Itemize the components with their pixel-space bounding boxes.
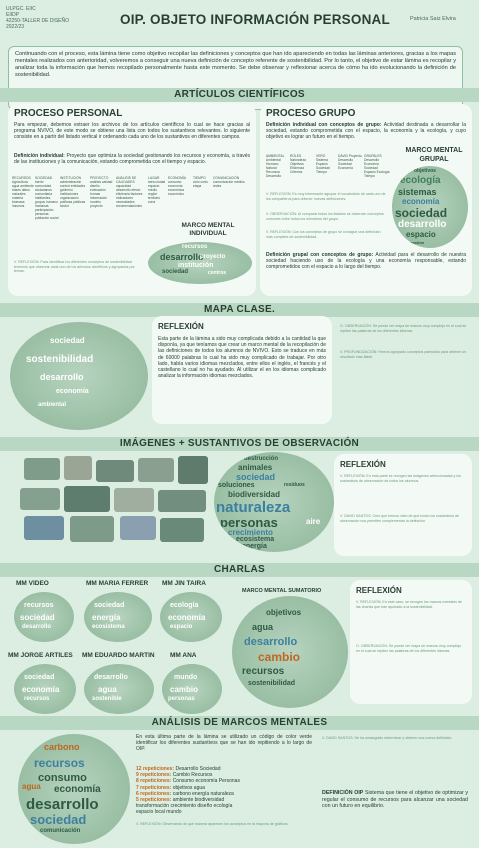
photo-thumbnail (178, 456, 208, 484)
cloud-word: animales (238, 463, 273, 472)
marco-mental-grupal-title: MARCO MENTAL GRUPAL (405, 147, 463, 163)
photo-thumbnail (64, 456, 92, 480)
column-grupales: GRUPALES Desarrollo Economía Sociedad Espacio Ecología Tiempo (364, 154, 390, 178)
panel-mapa-reflexion (152, 316, 332, 424)
cloud-word: soluciones (218, 482, 255, 489)
cloud-word: desarrollo (160, 252, 204, 262)
rep-item: 12 repeticiones: Desarrollo Sociedad (136, 766, 221, 772)
cloud-word: aire (306, 517, 321, 526)
cloud-word: sociedad (24, 674, 55, 681)
photo-thumbnail (120, 516, 156, 540)
panel-proceso-personal (8, 104, 256, 296)
wordcloud-jorge (14, 664, 76, 714)
cloud-word: desarrollo (398, 219, 447, 230)
note-mapa-2: V. PROFUNDIZACIÓN: Hemos agrupado conceptos parecidos para obtener un resultado más fiable. (340, 350, 467, 359)
label-mm-maria: MM MARIA FERRER (86, 580, 149, 587)
cloud-word: ecología (170, 602, 199, 609)
section-articulos-title: ARTÍCULOS CIENTÍFICOS (0, 88, 479, 102)
page-title: OIP. OBJETO INFORMACIÓN PERSONAL (120, 12, 390, 27)
rep-item: 8 repeticiones: Consumo economía Personas (136, 778, 240, 785)
rep-item: 9 repeticiones: Cambio Recursos (136, 772, 213, 779)
note-charlas-1: V. REFLEXIÓN: En este caso, se recogen los marcos mentales de las charlas que han aportado a la sostenibilidad. (356, 600, 462, 609)
cloud-word: gestión (410, 240, 425, 245)
section-mapa-title: MAPA CLASE. (0, 303, 479, 317)
cloud-word: ecología (400, 175, 441, 186)
cloud-word: agua (98, 685, 117, 694)
cloud-word: objetivos (414, 168, 436, 174)
photo-thumbnail (138, 458, 174, 482)
column-sociedad: SOCIEDAD barrio comunidad ciudadanos comunitaria habitantes grupos humano humanas participación personas población social (35, 176, 59, 220)
label-mm-ana: MM ANA (170, 652, 197, 659)
note-imagenes-2: V. DAVID SANTOS: Creo que hemos visto de qué modo los sustantivos de observación nos permiten complementar la definición. (340, 514, 459, 523)
cloud-word: personas (168, 696, 195, 702)
panel-imagenes-reflexion (334, 454, 472, 556)
cloud-word: espacio (406, 230, 436, 239)
note-analisis-2: V. DAVID SANTOS: Se ha conseguido determinar y obtener una nueva definición. (322, 736, 453, 740)
cloud-word: ambiental (38, 402, 67, 408)
wordcloud-mapa-clase (10, 322, 148, 430)
wordcloud-video (14, 592, 74, 642)
cloud-word: sociedad (162, 269, 189, 275)
column-comunicacion: COMUNICACIÓN comunicación medios redes (213, 176, 245, 188)
cloud-word: desarrollo (40, 372, 84, 382)
cloud-word: objetivos (266, 608, 302, 617)
mapa-reflexion-title: REFLEXIÓN (158, 322, 204, 331)
cloud-word: desarrollo (26, 796, 99, 813)
cloud-word: sostenible (92, 696, 122, 702)
rep-item: 5 repeticiones: ambiente biodiversidad (136, 797, 225, 804)
column-institucion: INSTITUCIÓN administración control entidades gobierno instituciones organización políticas públicas sector (60, 176, 86, 208)
wordcloud-sumatorio (232, 596, 348, 708)
cloud-word: sociedad (20, 613, 55, 622)
cloud-word: naturaleza (216, 499, 291, 516)
wordcloud-analisis (18, 734, 130, 844)
cloud-word: economía (56, 388, 89, 395)
column-recursos: RECURSOS Agricultura agua ambiente bases datos naturales materia biomasa insumos (12, 176, 34, 208)
note-personal: V. REFLEXIÓN: Para identificar los diferentes conceptos de sostenibilidad tenemos que observar cada uno de los artículos científicos y agruparlos por temas. (14, 260, 135, 274)
definicion-oip: DEFINICIÓN OIP Sistema que tiene el objetivo de optimizar y regular el consumo de recursos para alcanzar una sociedad con un futuro en equilibrio. (322, 790, 468, 810)
repeticiones-list (136, 766, 320, 816)
note-charlas-2: O. OBSERVACIÓN: Se puede ver mapa de marcos muy complejo en el cual se repiten las palabras de los diferentes idiomas. (356, 644, 462, 653)
label-mm-jorge: MM JORGE ARTILES (8, 652, 73, 659)
column-proyecto: PROYECTO análisis calidad diseño evaluación formas información modelo proyecto (90, 176, 113, 208)
marco-mental-individual-title: MARCO MENTAL INDIVIDUAL (181, 222, 235, 237)
photo-thumbnail (24, 458, 60, 480)
cloud-word: recursos (24, 602, 54, 609)
cloud-word: sociedad (30, 812, 87, 827)
charlas-reflexion-title: REFLEXIÓN (356, 586, 402, 595)
cloud-word: recursos (242, 666, 285, 677)
note-mapa-1: O. OBSERVACIÓN: Se puede ver mapa de marcos muy complejo en el cual se repiten las palabras de los diferentes idiomas. (340, 324, 467, 333)
course-info: ULPGC. EIIC EIIDP 42250-TALLER DE DISEÑO 2022/23 (6, 6, 69, 30)
cloud-word: espacio (170, 624, 193, 630)
cloud-word: sociedad (50, 336, 85, 345)
cloud-word: ecosistema (236, 536, 275, 543)
cloud-word: ecosistema (92, 624, 125, 630)
column-vero: VERO Sistema Espacio Sociedad Tiempo (316, 154, 330, 174)
photo-thumbnail (20, 488, 60, 510)
cloud-word: recursos (34, 756, 85, 770)
column-ambiental: AMBIENTAL Ambiental Humano Natural Recursos Desarrollo (266, 154, 285, 178)
panel-proceso-grupo (260, 104, 472, 296)
marco-mental-sumatorio-title: MARCO MENTAL SUMATORIO (242, 588, 322, 594)
photo-thumbnail (70, 516, 114, 542)
photo-thumbnail (96, 460, 134, 482)
column-economia: ECONOMÍA consumo economía económica económico (168, 176, 186, 196)
cloud-word: institución (178, 262, 214, 269)
cloud-word: agua (22, 782, 41, 791)
cloud-word: cambio (170, 685, 199, 694)
cloud-word: desarrollo (22, 624, 52, 630)
section-charlas-title: CHARLAS (0, 563, 479, 577)
note-analisis: V. REFLEXIÓN: Observando de qué manera aparecen los conceptos en la mayoría de gráficos. (136, 822, 289, 826)
cloud-word: energía (92, 613, 121, 622)
cloud-word: sistemas (398, 187, 437, 197)
cloud-word: cambio (258, 650, 301, 664)
rep-item: 6 repeticiones: carbono energía naturaleza (136, 790, 234, 797)
cloud-word: personas (220, 515, 278, 530)
rep-item: 7 repeticiones: objetivos agua (136, 784, 205, 791)
cloud-word: energía (242, 543, 267, 550)
author-name: Patricia Saiz Elvira (410, 16, 456, 22)
cloud-word: recursos (182, 244, 208, 250)
column-tiempo: TIEMPO ciclo corto etapa (193, 176, 208, 188)
column-david: DAVID Proyecto Desarrollo Sociedad Economía (338, 154, 362, 170)
cloud-word: economía (22, 685, 60, 694)
wordcloud-grupal (392, 166, 468, 248)
mapa-reflexion-body: Esta parte de la lámina a sido muy complicada debido a la cantidad la que disponía, ya que teníamos que crear un marco mental de la recopilación de las definiciones de todos los alumnos de NVIVO. Esto se traduce en más de 60000 palabras lo cual ha sido muy complicado de trabajar. Por otro lado, había varios idiomas mezclados, entre ellos el inglés, el francés y el castellano lo cual no ha ayudado. Al utilizar el en los idiomas complicado analizar la información idiomas mezclados. (158, 336, 326, 380)
cloud-word: crecimiento (228, 528, 273, 537)
photo-thumbnail (160, 518, 204, 542)
cloud-word: desarrollo (244, 636, 298, 648)
proceso-grupo-title: PROCESO GRUPO (266, 108, 356, 119)
label-mm-video: MM VIDEO (16, 580, 49, 587)
cloud-word: mundo (174, 674, 198, 681)
label-mm-jin: MM JIN TAIRA (162, 580, 206, 587)
column-roles: ROLES Naturaleza Objetivos Eficiencia Criterios (290, 154, 306, 174)
cloud-word: comunicación (40, 828, 81, 834)
cloud-word: recursos (24, 696, 50, 702)
column-lugar: LUGAR área ciudad espacio medio región territorio zona (148, 176, 166, 204)
wordcloud-imagenes (214, 452, 334, 552)
cloud-word: sociedad (94, 602, 125, 609)
definicion-individual: Definición individual: Proyecto que optimiza la sociedad gestionando los recursos y economía, a través de las instituciones y la comunicación, estando comprometida con el tiempo y espacio. (14, 153, 251, 166)
cloud-word: destrucción (244, 456, 279, 462)
label-mm-eduardo: MM EDUARDO MARTIN (82, 652, 155, 659)
cloud-word: agua (252, 622, 274, 632)
cloud-word: consumo (38, 772, 87, 784)
cloud-word: sostenibilidad (26, 354, 94, 365)
cloud-word: economía (402, 197, 440, 206)
rep-item: espacio local mundo (136, 809, 182, 816)
cloud-word: proyecto (200, 254, 226, 260)
cloud-word: residuos (284, 482, 305, 488)
photo-thumbnail (114, 488, 154, 512)
cloud-word: economía (54, 784, 101, 795)
note-grupo-3: V. REFLEXIÓN: Con los conceptos de grupo se consigue una definición más completa de sostenibilidad. (266, 230, 381, 239)
cloud-word: desarrollo (94, 674, 128, 681)
proceso-personal-title: PROCESO PERSONAL (14, 108, 123, 119)
photo-thumbnail (64, 486, 110, 512)
cloud-word: carbono (44, 742, 80, 752)
wordcloud-individual (148, 242, 252, 284)
rep-item: transformación crecimiento diseño ecología (136, 803, 233, 810)
note-grupo-2: V. OBSERVACIÓN: Al comparar todos los listados se observan conceptos comunes entre todos los miembros del grupo. (266, 212, 384, 221)
section-analisis-title: ANÁLISIS DE MARCOS MENTALES (0, 716, 479, 730)
wordcloud-eduardo (84, 664, 154, 714)
analisis-intro: En esta última parte de la lámina se utilizado un código de color verde identificar los diferentes sustantivos que se han ido repitiendo a lo largo de OIP. (136, 734, 312, 753)
note-imagenes-1: V. REFLEXIÓN: En esta parte se recogen las imágenes seleccionadas y los sustantivos de observación de todos los alumnos. (340, 474, 461, 483)
panel-charlas-reflexion (350, 580, 472, 704)
photo-thumbnail (24, 516, 64, 540)
definicion-grupal: Definición grupal con conceptos de grupo: Actividad para el desarrollo de nuestra sociedad haciendo uso de la ecología y una economía responsable, estando comprometidos con el espacio a lo largo del tiempo. (266, 252, 466, 271)
intro-paragraph: Continuando con el proceso, esta lámina tiene como objetivo recopilar las definiciones y conceptos que han ido apareciendo en todas las láminas anteriores, gracias a los mapas mentales realizados con anterioridad, volveremos a conseguir una nueva definición de concepto referente de sostenibilidad. Por lo tanto, el objetivo de estar lámina es recopilar y analizar toda la información que hemos recopilado personalmente hasta este momento. Se debe observar y reflexionar acerca de cómo ha ido evolucionando la definición de sostenibilidad. (8, 46, 463, 110)
cloud-word: sociedad (236, 472, 276, 482)
wordcloud-ana (162, 664, 222, 714)
imagenes-reflexion-title: REFLEXIÓN (340, 460, 386, 469)
section-imagenes-title: IMÁGENES + SUSTANTIVOS DE OBSERVACIÓN (0, 437, 479, 451)
photo-thumbnail (158, 490, 206, 512)
column-analisis: ANÁLISIS DE CALIDADES capacidad desarrollo efecto eficiencia factores indicadores necesidades recomendaciones (116, 176, 143, 208)
cloud-word: centros (208, 270, 227, 276)
cloud-word: sostenibilidad (248, 680, 296, 687)
proceso-personal-body: Para empezar, debemos extraer los archivos de los artículos científicos lo cual se hace gracias al programa NVIVO, de este modo se obtiene una lista con todos los sustantivos relevantes. lo siguiente consiste en a partir del listado vertical ir ordenando cada uno de los sustantivos en diferentes campos. (14, 122, 250, 141)
wordcloud-jin (160, 592, 222, 642)
note-grupo-1: V. REFLEXIÓN: Es muy interesante agrupar el vocabulario de cada uno de los compañeros para obtener nuevas definiciones. (266, 192, 386, 201)
cloud-word: sociedad (395, 206, 448, 220)
definicion-grupo: Definición individual con conceptos de grupo: Actividad destinada a desarrollar la sociedad, estando comprometida con el espacio, la economía y la ecología, y cuyo objetivo es lograr un futuro en el tiempo. (266, 122, 466, 141)
wordcloud-maria (84, 592, 152, 642)
cloud-word: biodiversidad (228, 490, 281, 499)
cloud-word: economía (168, 613, 206, 622)
